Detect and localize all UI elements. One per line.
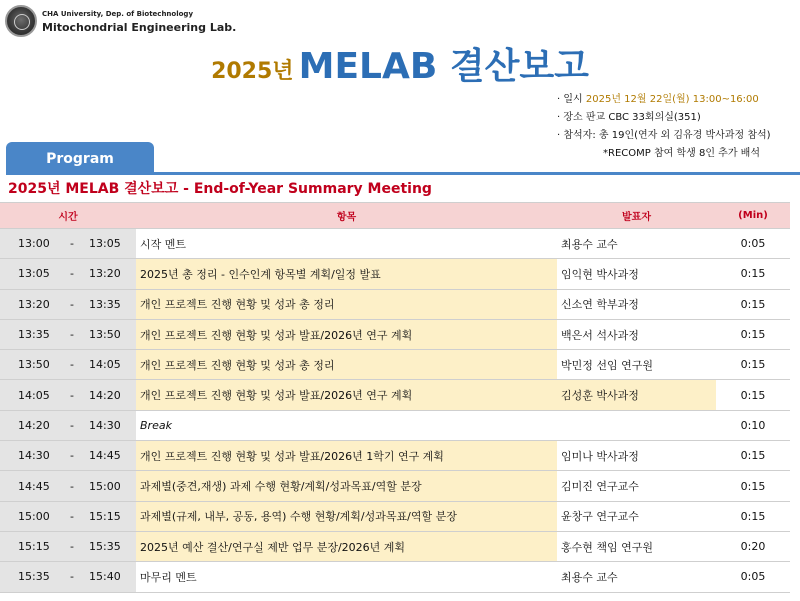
end-time: 13:20 <box>89 267 121 281</box>
duration: 0:15 <box>740 267 766 281</box>
table-row <box>0 441 790 471</box>
time-separator: - <box>70 328 74 342</box>
time-cell <box>0 441 136 470</box>
time-cell <box>0 502 136 531</box>
time-cell <box>0 320 136 349</box>
agenda-item: 개인 프로젝트 진행 현황 및 성과 총 정리 <box>136 290 557 319</box>
end-time: 14:20 <box>89 388 121 402</box>
time-cell <box>0 350 136 379</box>
agenda-item: 2025년 총 정리 - 인수인계 항목별 계획/일정 발표 <box>136 259 557 288</box>
time-cell <box>0 229 136 258</box>
start-time: 14:45 <box>18 479 50 493</box>
table-row <box>0 380 790 410</box>
end-time: 13:35 <box>89 297 121 311</box>
table-row <box>0 350 790 380</box>
time-separator: - <box>70 418 74 432</box>
presenter: 김성훈 박사과정 <box>557 380 716 409</box>
table-row <box>0 411 790 441</box>
end-time: 14:30 <box>89 418 121 432</box>
start-time: 13:00 <box>18 237 50 251</box>
table-body <box>0 229 790 593</box>
start-time: 14:20 <box>18 418 50 432</box>
presenter: 임미나 박사과정 <box>561 449 639 463</box>
tab-divider <box>6 172 800 175</box>
agenda-item: 개인 프로젝트 진행 현황 및 성과 발표/2026년 연구 계획 <box>136 320 557 349</box>
table-row <box>0 229 790 259</box>
duration: 0:15 <box>740 388 766 402</box>
time-separator: - <box>70 388 74 402</box>
agenda-item: 개인 프로젝트 진행 현황 및 성과 총 정리 <box>136 350 557 379</box>
time-separator: - <box>70 479 74 493</box>
start-time: 14:05 <box>18 388 50 402</box>
time-cell <box>0 411 136 440</box>
duration: 0:15 <box>740 328 766 342</box>
agenda-item: 과제별(규제, 내부, 공동, 용역) 수행 현황/계획/성과목표/역할 분장 <box>136 502 557 531</box>
title-main: MELAB 결산보고 <box>298 46 589 87</box>
info-attendees: · 참석자: 총 19인(연자 외 김유경 박사과정 참석) <box>557 130 771 141</box>
duration: 0:05 <box>740 237 766 251</box>
table-row <box>0 259 790 289</box>
meeting-info <box>557 91 771 163</box>
duration: 0:15 <box>740 449 766 463</box>
end-time: 15:00 <box>89 479 121 493</box>
page-title <box>0 38 800 89</box>
agenda-item: 시작 멘트 <box>140 237 187 251</box>
table-row <box>0 290 790 320</box>
time-separator: - <box>70 297 74 311</box>
time-cell <box>0 532 136 561</box>
duration: 0:10 <box>740 418 766 432</box>
header-presenter: 발표자 <box>622 212 651 223</box>
org-lab-name: Mitochondrial Engineering Lab. <box>42 21 237 34</box>
presenter: 최용수 교수 <box>561 570 618 584</box>
info-date <box>557 91 771 109</box>
time-separator: - <box>70 267 74 281</box>
end-time: 13:50 <box>89 328 121 342</box>
duration: 0:05 <box>740 570 766 584</box>
info-place: · 장소 판교 CBC 33회의실(351) <box>557 112 701 123</box>
agenda-item: 마무리 멘트 <box>140 570 197 584</box>
start-time: 13:05 <box>18 267 50 281</box>
time-cell <box>0 380 136 409</box>
time-separator: - <box>70 358 74 372</box>
time-cell <box>0 562 136 591</box>
start-time: 13:35 <box>18 328 50 342</box>
agenda-item: Break <box>140 418 172 432</box>
table-header <box>0 203 790 229</box>
start-time: 15:15 <box>18 540 50 554</box>
time-cell <box>0 259 136 288</box>
presenter <box>557 411 716 440</box>
table-row <box>0 562 790 592</box>
agenda-item: 과제별(중견,재생) 과제 수행 현황/계획/성과목표/역할 분장 <box>136 471 557 500</box>
start-time: 13:50 <box>18 358 50 372</box>
start-time: 15:00 <box>18 509 50 523</box>
agenda-item: 개인 프로젝트 진행 현황 및 성과 발표/2026년 연구 계획 <box>136 380 557 409</box>
time-cell <box>0 471 136 500</box>
duration: 0:20 <box>740 540 766 554</box>
presenter: 백은서 석사과정 <box>561 328 639 342</box>
table-row <box>0 320 790 350</box>
start-time: 14:30 <box>18 449 50 463</box>
info-date-label: · 일시 <box>557 94 583 105</box>
time-cell <box>0 290 136 319</box>
title-year: 2025년 <box>211 59 294 84</box>
agenda-item: 2025년 예산 결산/연구실 제반 업무 분장/2026년 계획 <box>136 532 557 561</box>
start-time: 15:35 <box>18 570 50 584</box>
end-time: 15:40 <box>89 570 121 584</box>
schedule-table <box>0 202 790 593</box>
presenter: 박민정 선임 연구원 <box>561 358 654 372</box>
header-item: 항목 <box>336 212 357 223</box>
presenter: 윤창구 연구교수 <box>561 510 639 524</box>
end-time: 13:05 <box>89 237 121 251</box>
table-row <box>0 532 790 562</box>
program-subtitle: 2025년 MELAB 결산보고 - End-of-Year Summary Meeting <box>8 181 432 197</box>
presenter: 최용수 교수 <box>561 237 618 251</box>
end-time: 14:05 <box>89 358 121 372</box>
time-separator: - <box>70 540 74 554</box>
end-time: 14:45 <box>89 449 121 463</box>
header-min: (Min) <box>738 210 768 221</box>
program-tab: Program <box>6 142 154 174</box>
presenter: 김미진 연구교수 <box>561 480 639 494</box>
duration: 0:15 <box>740 509 766 523</box>
duration: 0:15 <box>740 479 766 493</box>
info-note: *RECOMP 참여 학생 8인 추가 배석 <box>603 148 760 159</box>
time-separator: - <box>70 449 74 463</box>
duration: 0:15 <box>740 297 766 311</box>
presenter: 임익현 박사과정 <box>561 267 639 281</box>
info-date-value: 2025년 12월 22일(월) 13:00~16:00 <box>585 94 759 105</box>
time-separator: - <box>70 237 74 251</box>
org-department: CHA University, Dep. of Biotechnology <box>42 10 194 18</box>
table-row <box>0 502 790 532</box>
table-row <box>0 471 790 501</box>
presenter: 신소연 학부과정 <box>561 298 639 312</box>
header-time: 시간 <box>58 212 78 223</box>
duration: 0:15 <box>740 358 766 372</box>
end-time: 15:15 <box>89 509 121 523</box>
lab-seal-logo <box>5 5 37 37</box>
end-time: 15:35 <box>89 540 121 554</box>
presenter: 홍수현 책임 연구원 <box>561 540 654 554</box>
agenda-item: 개인 프로젝트 진행 현황 및 성과 발표/2026년 1학기 연구 계획 <box>136 441 557 470</box>
time-separator: - <box>70 570 74 584</box>
time-separator: - <box>70 509 74 523</box>
start-time: 13:20 <box>18 297 50 311</box>
